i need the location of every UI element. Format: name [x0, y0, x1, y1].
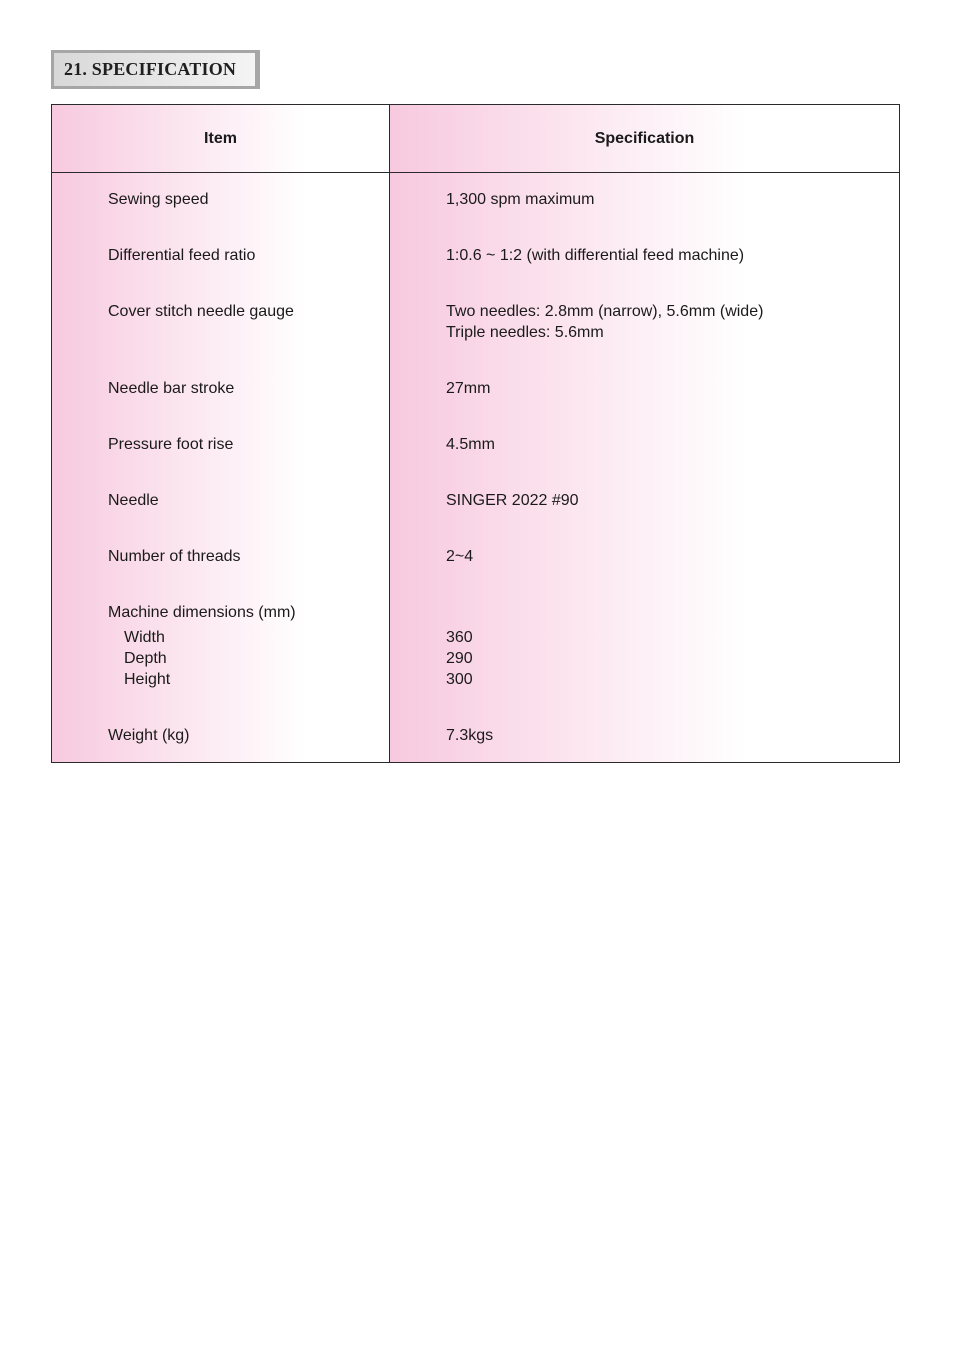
- item-header: Item: [204, 129, 237, 147]
- spec-sewing-speed: 1,300 spm maximum: [446, 191, 595, 208]
- spec-height: 300: [446, 671, 473, 688]
- item-pressure-foot-rise: Pressure foot rise: [108, 436, 234, 453]
- spec-header: Specification: [594, 129, 695, 147]
- spec-width: 360: [446, 629, 473, 646]
- item-needle-bar-stroke: Needle bar stroke: [108, 380, 235, 397]
- item-height: Height: [124, 671, 171, 688]
- spec-cover-stitch-two-needles: Two needles: 2.8mm (narrow), 5.6mm (wide): [446, 303, 764, 320]
- spec-needle-bar-stroke: 27mm: [446, 380, 491, 397]
- spec-weight: 7.3kgs: [446, 727, 494, 744]
- item-width: Width: [124, 629, 165, 646]
- item-sewing-speed: Sewing speed: [108, 191, 209, 208]
- item-column: [52, 105, 390, 762]
- section-title: 21. SPECIFICATION: [54, 53, 255, 86]
- item-cover-stitch-needle-gauge: Cover stitch needle gauge: [108, 303, 294, 320]
- header-divider: [52, 172, 899, 173]
- item-weight: Weight (kg): [108, 727, 190, 744]
- specification-table: [51, 104, 900, 763]
- item-needle: Needle: [108, 492, 159, 509]
- spec-number-of-threads: 2~4: [446, 548, 474, 565]
- item-differential-feed-ratio: Differential feed ratio: [108, 247, 256, 264]
- spec-column: [390, 105, 899, 762]
- item-depth: Depth: [124, 650, 167, 667]
- section-heading: [51, 50, 260, 89]
- item-machine-dimensions: Machine dimensions (mm): [108, 604, 296, 621]
- item-number-of-threads: Number of threads: [108, 548, 241, 565]
- spec-cover-stitch-triple-needles: Triple needles: 5.6mm: [446, 324, 604, 341]
- spec-depth: 290: [446, 650, 473, 667]
- spec-pressure-foot-rise: 4.5mm: [446, 436, 495, 453]
- spec-needle: SINGER 2022 #90: [446, 492, 579, 509]
- spec-differential-feed-ratio: 1:0.6 ~ 1:2 (with differential feed machine): [446, 247, 745, 264]
